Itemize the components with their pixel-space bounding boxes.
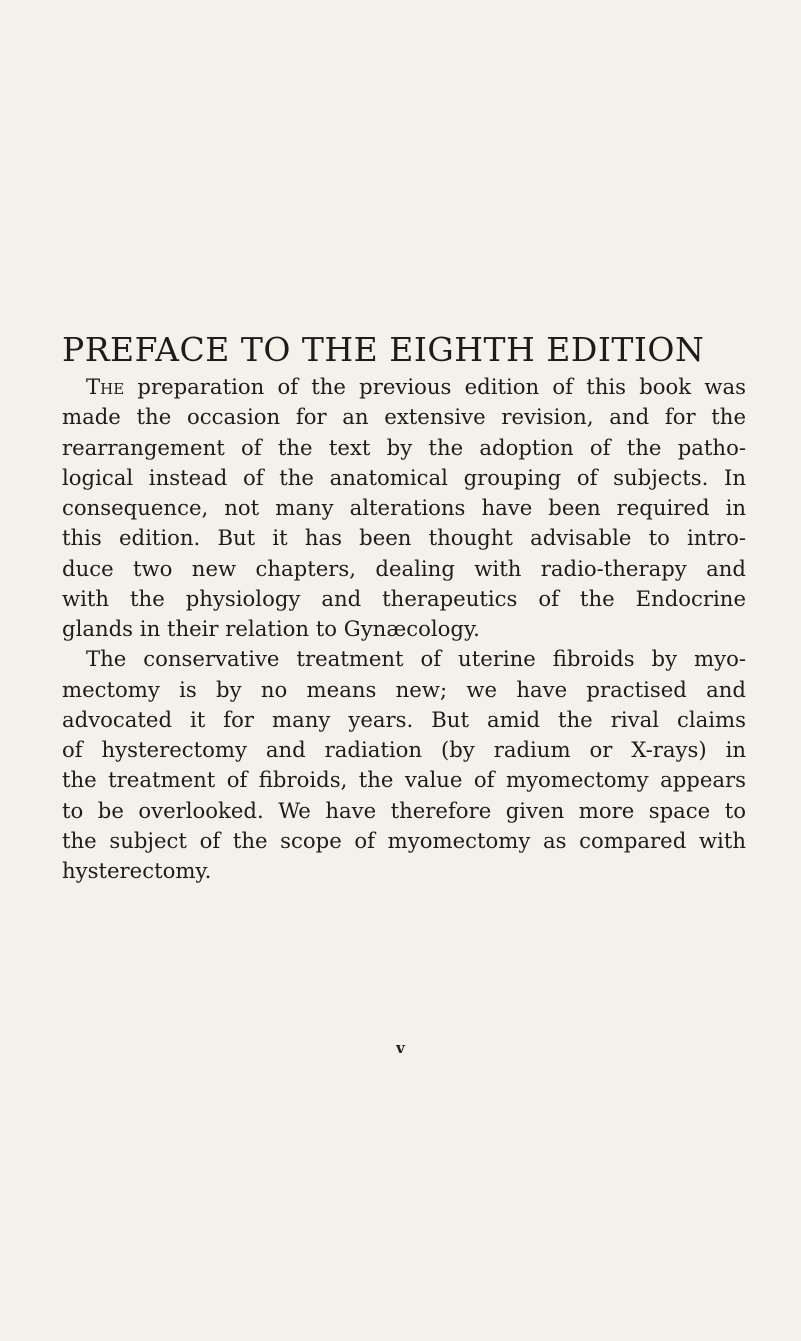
preface-body [62,372,746,886]
text-line: this edition. But it has been thought advisable to intro- [62,525,746,551]
text-line: glands in their relation to Gynæcology. [62,616,480,641]
text-line: made the occasion for an extensive revision, and for the [62,404,746,430]
text-line: to be overlooked. We have therefore given more space to [62,797,746,823]
lead-word: The [86,374,125,399]
page-number: v [396,1039,405,1057]
text-line: The conservative treatment of uterine fibroids by myo- [86,646,746,672]
text-line: the treatment of fibroids, the value of myomectomy appears [62,767,746,793]
text-line: mectomy is by no means new; we have practised and [62,676,746,702]
text-line: of hysterectomy and radiation (by radium or X-rays) in [62,737,746,762]
page-title: PREFACE TO THE EIGHTH EDITION [62,330,705,369]
text-line: consequence, not many alterations have been required in [62,495,746,520]
text-line: The preparation of the previous edition of this book was [86,374,746,399]
text-line: with the physiology and therapeutics of the Endocrine [62,585,746,611]
text-line: advocated it for many years. But amid the rival claims [62,706,746,732]
paragraph-2 [62,644,746,886]
paragraph-1 [62,372,746,644]
text-line: hysterectomy. [62,858,212,883]
text-line: rearrangement of the text by the adoption of the patho- [62,434,746,460]
text-line: duce two new chapters, dealing with radio-therapy and [62,555,746,581]
text-line: the subject of the scope of myomectomy as compared with [62,827,746,853]
text-line: logical instead of the anatomical grouping of subjects. In [62,464,746,490]
